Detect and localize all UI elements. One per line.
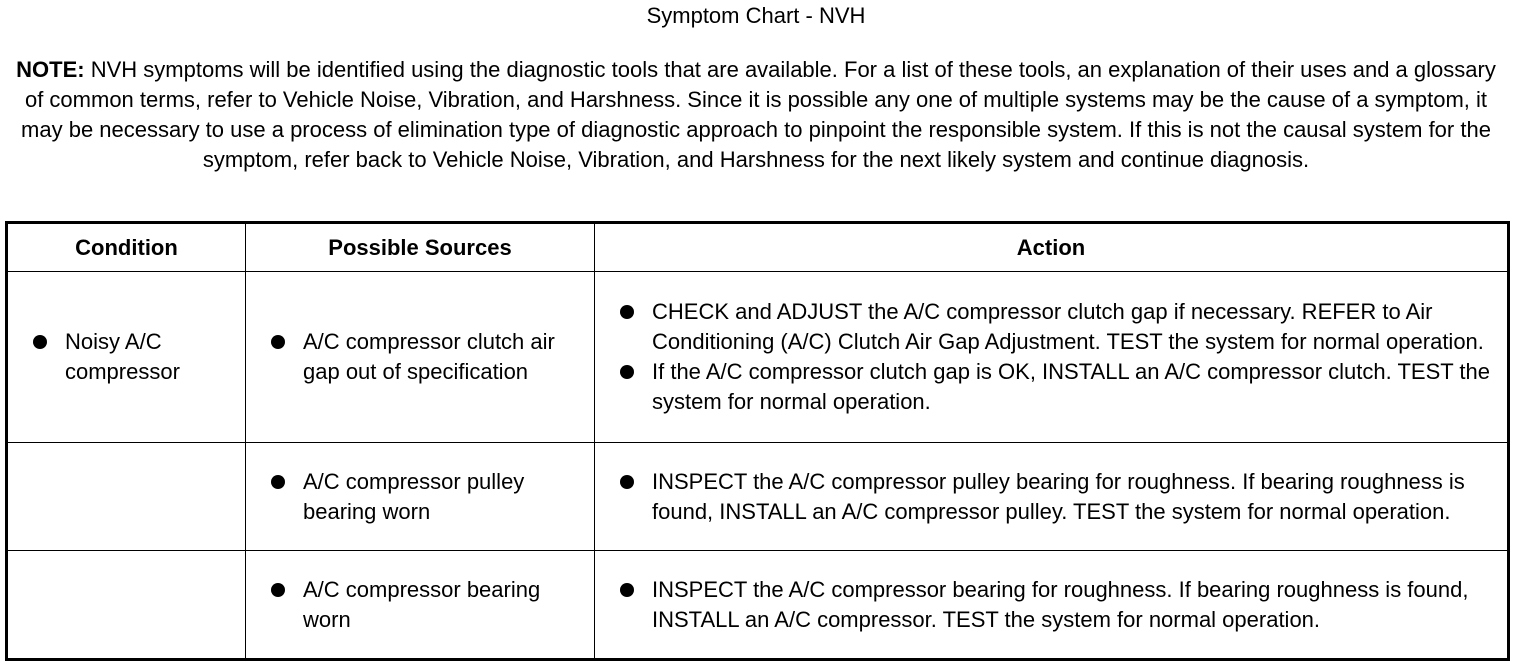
- action-list: [595, 467, 1507, 527]
- bullet-icon: [271, 475, 285, 489]
- condition-cell: [7, 443, 246, 551]
- action-cell: [595, 272, 1509, 443]
- note-text: NVH symptoms will be identified using the diagnostic tools that are available. For a list of these tools, an explanation of their uses and a glossary of common terms, refer to Vehicle Noise, Vibration, and Harshness. Since it is possible any one of multiple systems may be the cause of a symptom, it may be necessary to use a process of elimination type of diagnostic approach to pinpoint the responsible system. If this is not the causal system for the symptom, refer back to Vehicle Noise, Vibration, and Harshness for the next likely system and continue diagnosis.: [21, 57, 1496, 172]
- bullet-icon: [271, 335, 285, 349]
- source-list: [246, 327, 594, 387]
- bullet-icon: [620, 475, 634, 489]
- condition-item: [8, 327, 245, 387]
- page-title: Symptom Chart - NVH: [646, 3, 866, 28]
- action-text: INSPECT the A/C compressor bearing for roughness. If bearing roughness is found, INSTALL an A/C compressor. TEST the system for normal operation.: [652, 576, 1469, 632]
- source-cell: [246, 443, 595, 551]
- header-condition: Condition: [7, 223, 246, 272]
- note-label: NOTE:: [16, 57, 85, 82]
- bullet-icon: [33, 335, 47, 349]
- source-text: A/C compressor pulley bearing worn: [303, 468, 525, 524]
- action-item: [595, 575, 1507, 635]
- action-list: [595, 297, 1507, 417]
- action-cell: [595, 551, 1509, 660]
- table-header-row: [7, 223, 1509, 272]
- table-row: [7, 272, 1509, 443]
- source-list: [246, 467, 594, 527]
- condition-text: Noisy A/C compressor: [65, 329, 180, 384]
- source-cell: [246, 551, 595, 660]
- source-text: A/C compressor clutch air gap out of specification: [303, 329, 555, 384]
- table-row: [7, 551, 1509, 660]
- source-text: A/C compressor bearing worn: [303, 576, 541, 632]
- bullet-icon: [271, 583, 285, 597]
- action-cell: [595, 443, 1509, 551]
- action-item: [595, 297, 1507, 357]
- table-row: [7, 443, 1509, 551]
- source-item: [246, 327, 594, 387]
- action-text: INSPECT the A/C compressor pulley bearing for roughness. If bearing roughness is found, INSTALL an A/C compressor pulley. TEST the system for normal operation.: [652, 468, 1465, 524]
- source-cell: [246, 272, 595, 443]
- action-text: If the A/C compressor clutch gap is OK, INSTALL an A/C compressor clutch. TEST the system for normal operation.: [652, 359, 1490, 414]
- action-list: [595, 575, 1507, 635]
- header-action: Action: [595, 223, 1509, 272]
- condition-list: [8, 327, 245, 387]
- source-item: [246, 575, 594, 635]
- bullet-icon: [620, 305, 634, 319]
- symptom-chart-table: [5, 221, 1510, 661]
- condition-cell: [7, 272, 246, 443]
- action-item: [595, 467, 1507, 527]
- condition-cell: [7, 551, 246, 660]
- bullet-icon: [620, 583, 634, 597]
- bullet-icon: [620, 365, 634, 379]
- action-item: [595, 357, 1507, 417]
- source-item: [246, 467, 594, 527]
- note-paragraph: [8, 55, 1504, 175]
- header-possible-sources: Possible Sources: [246, 223, 595, 272]
- source-list: [246, 575, 594, 635]
- action-text: CHECK and ADJUST the A/C compressor clutch gap if necessary. REFER to Air Conditioning (A/C) Clutch Air Gap Adjustment. TEST the system for normal operation.: [652, 299, 1484, 354]
